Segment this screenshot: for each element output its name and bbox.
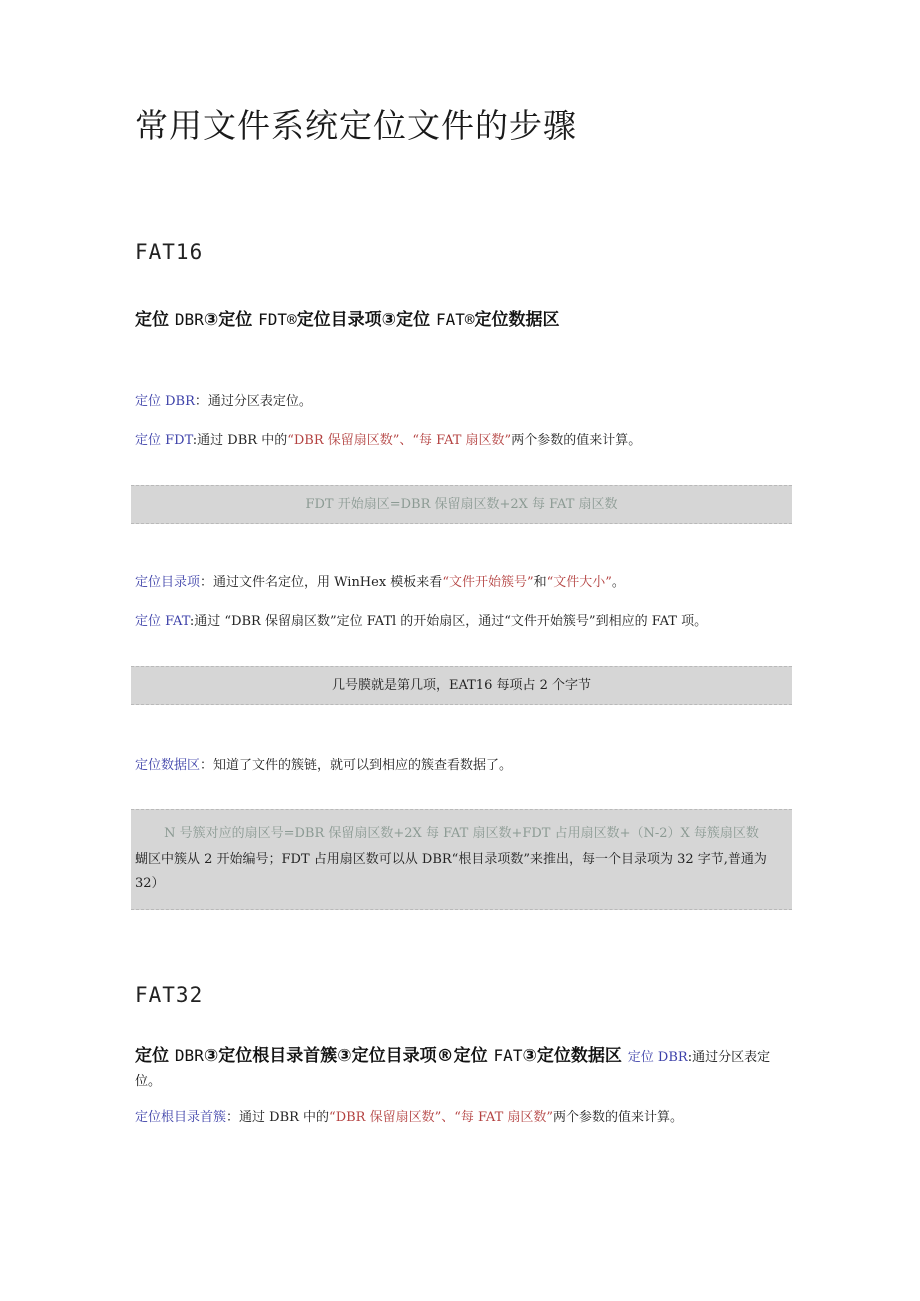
fat32-heading: FAT32 <box>135 983 204 1007</box>
root-line <box>135 1106 683 1125</box>
flow-text: DBR <box>174 1046 204 1065</box>
dir-line <box>135 571 625 590</box>
fdt-label: 定位 FDT <box>135 433 193 448</box>
fat-text: :通过 “DBR 保留扇区数”定位 FATl 的开始扇区，通过“文件开始簇号”到相应的 FAT 项。 <box>189 614 708 629</box>
fat-line <box>135 610 707 629</box>
fdt-text: 两个参数的值来计算。 <box>511 433 642 448</box>
cluster-formula: N 号簇对应的扇区号=DBR 保留扇区数+2X 每 FAT 扇区数+FDT 占用扇区数+（N-2）X 每簇扇区数 <box>164 826 759 841</box>
dbr-line <box>135 390 312 409</box>
dir-quote: “文件大小” <box>546 575 612 590</box>
flow-text: FAT® <box>436 310 475 329</box>
fdt-formula-box <box>131 485 792 524</box>
flow-text: ③定位数据区 <box>522 1046 622 1066</box>
flow-text: 定位 <box>135 310 169 330</box>
fat-entry-note: 几号膜就是第几项，EAT16 每项占 2 个字节 <box>331 678 592 693</box>
fat32-dbr-text: :通过分区表定位。 <box>135 1050 771 1089</box>
fat16-flow <box>135 305 560 330</box>
flow-text: DBR <box>174 310 204 329</box>
root-text: 两个参数的值来计算。 <box>553 1110 684 1125</box>
flow-text: FAT <box>493 1046 523 1065</box>
dir-label: 定位目录项 <box>135 575 201 590</box>
dir-quote: “文件开始簇号” <box>442 575 534 590</box>
flow-text: 定位 <box>135 1046 169 1066</box>
flow-text: FDT® <box>258 310 297 329</box>
dir-text: ：通过文件名定位，用 WinHex 模板来看 <box>200 575 443 590</box>
root-text: ：通过 DBR 中的 <box>226 1110 330 1125</box>
fat-label: 定位 FAT <box>135 614 190 629</box>
dir-text: 。 <box>611 575 625 590</box>
fdt-line <box>135 429 641 448</box>
root-quote: “DBR 保留扇区数”、“每 FAT 扇区数” <box>329 1110 554 1125</box>
data-text: ：知道了文件的簇链，就可以到相应的簇查看数据了。 <box>200 758 513 773</box>
cluster-formula-box <box>131 809 792 910</box>
fat32-flow <box>135 1045 790 1093</box>
cluster-note: 蝴区中簇从 2 开始编号；FDT 占用扇区数可以从 DBR“根目录项数”来推出，每一个目录项为 32 字节,普通为 32） <box>135 852 767 891</box>
flow-text <box>135 1046 628 1066</box>
data-label: 定位数据区 <box>135 758 201 773</box>
dir-text: 和 <box>533 575 547 590</box>
page-title: 常用文件系统定位文件的步骤 <box>135 106 577 145</box>
dbr-label: 定位 DBR <box>135 394 195 409</box>
dbr-text: ：通过分区表定位。 <box>194 394 312 409</box>
root-label: 定位根目录首簇 <box>135 1110 227 1125</box>
flow-text: ③定位根目录首簇③定位目录项®定位 <box>203 1046 488 1066</box>
data-line <box>135 754 512 773</box>
fdt-formula: FDT 开始扇区=DBR 保留扇区数+2X 每 FAT 扇区数 <box>305 497 618 512</box>
flow-text: ③定位 <box>203 310 253 330</box>
fat32-dbr-label: 定位 DBR <box>627 1050 688 1065</box>
flow-text: 定位数据区 <box>474 310 560 330</box>
fdt-quote: “DBR 保留扇区数”、“每 FAT 扇区数” <box>287 433 512 448</box>
flow-text: 定位目录项③定位 <box>296 310 431 330</box>
fdt-text: :通过 DBR 中的 <box>192 433 288 448</box>
fat-entry-box <box>131 666 792 705</box>
fat16-heading: FAT16 <box>135 240 204 264</box>
